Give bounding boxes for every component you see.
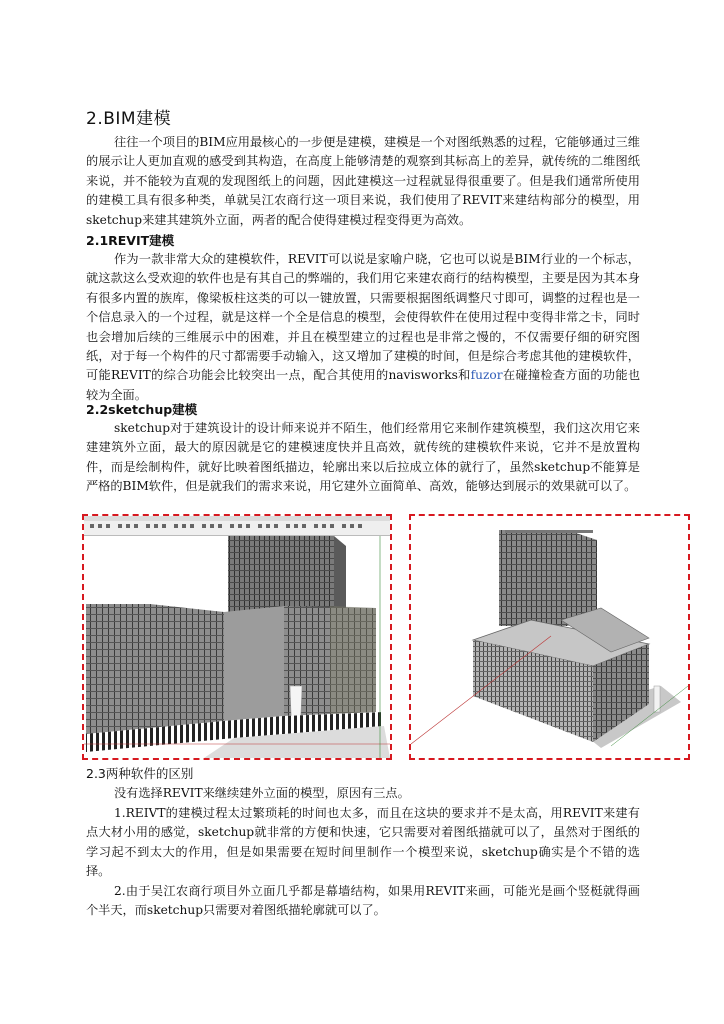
building-model-front-image: [84, 516, 390, 758]
sketchup-paragraph: sketchup对于建筑设计的设计师来说并不陌生，他们经常用它来制作建筑模型，我们这次用它来建建筑外立面，最大的原因就是它的建模速度快并且高效，就传统的建模软件来说，它并不是放置构件，而是绘制构件，就好比映着图纸描边，轮廓出来以后拉成立体的就行了，虽然sketchup不能算是严格的BIM软件，但是就我们的需求来说，用它建外立面简单、高效，能够达到展示的效果就可以了。: [86, 421, 640, 494]
sketchup-screenshot-left: [82, 514, 392, 760]
subsection-title-revit: 2.1REVIT建模: [86, 233, 175, 248]
comparison-point-1: 1.REIVT的建模过程太过繁琐耗的时间也太多，而且在这块的要求并不是太高，用REVIT来建有点大材小用的感觉，sketchup就非常的方便和快速，它只需要对着图纸描就可以了，虽然对于图纸的学习起不到太大的作用，但是如果需要在短时间里制作一个模型来说，sketchup确实是个不错的选择。: [86, 806, 640, 879]
subsection-title-sketchup: 2.2sketchup建模: [86, 402, 198, 417]
section-heading: 2.BIM建模: [86, 109, 172, 129]
building-model-aerial-image: [411, 516, 688, 758]
revit-text-tail: 在碰撞检查方面的功能也较为全面。: [86, 368, 641, 402]
intro-paragraph: 往往一个项目的BIM应用最核心的一步便是建模，建模是一个对图纸熟悉的过程，它能够通过三维的展示让人更加直观的感受到其构造，在高度上能够清楚的观察到其标高上的差异，就传统的二维图纸来说，并不能较为直观的发现图纸上的问题，因此建模这一过程就显得很重要了。但是我们通常所使用的建模工具有很多种类，单就吴江农商行这一项目来说，我们使用了REVIT来建结构部分的模型，用sketchup来建其建筑外立面，两者的配合使得建模过程变得更为高效。: [86, 135, 640, 227]
comparison-point-2: 2.由于吴江农商行项目外立面几乎都是幕墙结构，如果用REVIT来画，可能光是画个竖梃就得画个半天，而sketchup只需要对着图纸描轮廓就可以了。: [86, 884, 640, 918]
revit-text: 作为一款非常大众的建模软件，REVIT可以说是家喻户晓，它也可以说是BIM行业的一个标志，就这款这么受欢迎的软件也是有其自己的弊端的，我们用它来建农商行的结构模型，主要是因为其本身有很多内置的族库，像梁板柱这类的可以一键放置，只需要根据图纸调整尺寸即可，调整的过程也是一个信息录入的一个过程，就是这样一个全是信息的模型，会使得软件在使用过程中变得非常之卡，同时也会增加后续的三维展示中的困难，并且在模型建立的过程也是非常之慢的，不仅需要仔细的研究图纸，对于每一个构件的尺寸都需要手动输入，这又增加了建模的时间，但是综合考虑其他的建模软件，可能REVIT的综合功能会比较突出一点，配合其使用的navisworks和: [86, 252, 640, 383]
sketchup-screenshot-right: [409, 514, 690, 760]
subsection-title-comparison: 2.3两种软件的区别: [86, 766, 194, 781]
fuzor-link[interactable]: fuzor: [470, 368, 503, 383]
comparison-intro: 没有选择REVIT来继续建外立面的模型，原因有三点。: [114, 786, 410, 800]
revit-paragraph: [86, 250, 640, 405]
